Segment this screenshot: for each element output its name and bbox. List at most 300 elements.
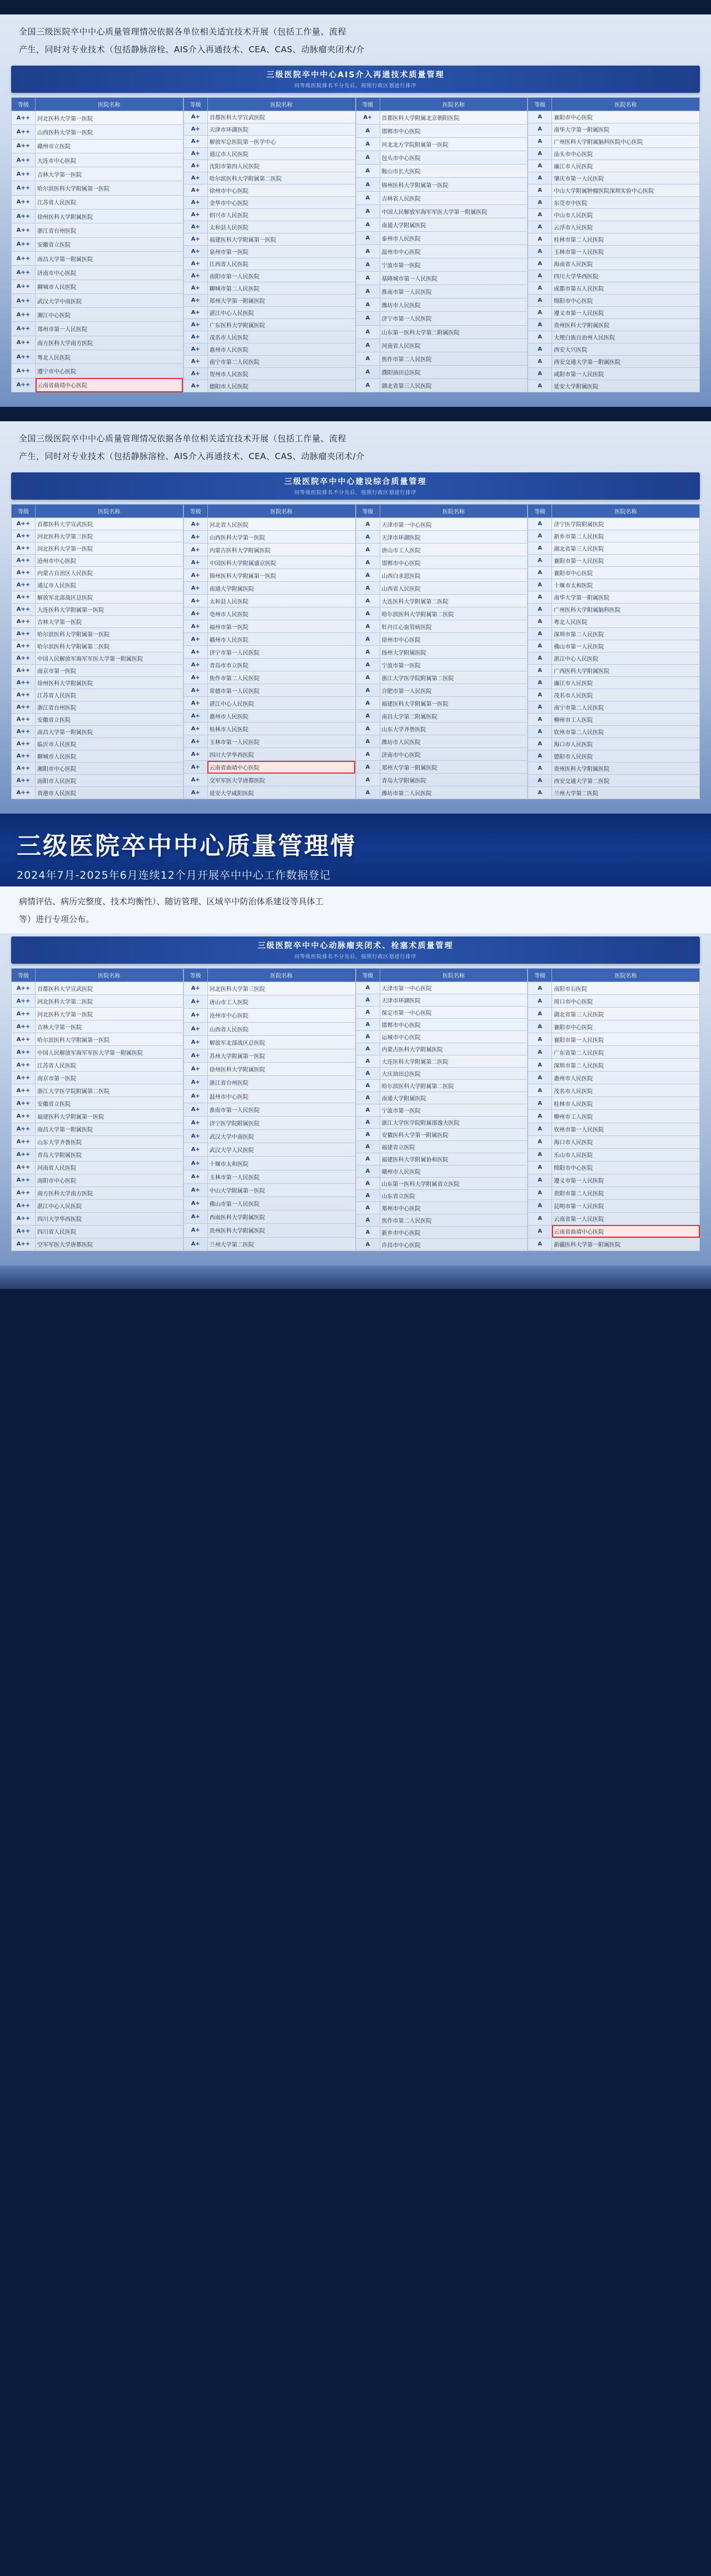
rank-cell: A++ (12, 1008, 36, 1020)
table-row (528, 172, 700, 185)
table-row (528, 356, 700, 368)
rank-cell: A (356, 569, 380, 582)
hospital-name-cell: 福建医科大学附属第一医院 (36, 1110, 183, 1123)
rank-cell: A (356, 325, 380, 338)
hospital-name-cell: 焦作市第二人民医院 (380, 1214, 528, 1227)
table-row (12, 1020, 183, 1033)
table-row (12, 237, 183, 251)
rank-cell: A (528, 1238, 552, 1250)
rank-cell: A++ (12, 210, 36, 223)
hospital-name-cell: 福建医科大学附属协和医院 (380, 1153, 528, 1165)
rank-cell: A (528, 787, 552, 799)
table-row (528, 136, 700, 148)
hospital-name-cell: 四川大学华西医院 (552, 270, 700, 282)
rank-cell: A (356, 659, 380, 671)
table-row (183, 671, 355, 684)
hospital-name-cell: 金华市中心医院 (207, 197, 355, 209)
table-row (183, 1170, 355, 1183)
rank-cell: A (356, 982, 380, 994)
rank-cell: A++ (12, 701, 36, 714)
rank-cell: A (528, 1110, 552, 1123)
table-row (528, 123, 700, 136)
table-row (12, 1161, 183, 1174)
table-row (356, 1165, 528, 1178)
col-header-name: 医院名称 (552, 98, 700, 111)
hospital-name-cell: 十堰市太和医院 (552, 579, 700, 591)
rank-cell: A+ (183, 735, 207, 748)
rank-cell: A (356, 994, 380, 1007)
rank-cell: A (356, 245, 380, 258)
rank-cell: A+ (183, 748, 207, 761)
table-row (356, 151, 528, 165)
rank-cell: A (528, 518, 552, 530)
table-row (183, 595, 355, 607)
rank-cell: A+ (183, 246, 207, 258)
table-row (12, 628, 183, 640)
rank-cell: A (528, 295, 552, 307)
hospital-name-cell: 海口市人民医院 (552, 738, 700, 750)
rank-cell: A++ (12, 1033, 36, 1046)
col-header-rank: 等级 (183, 98, 207, 111)
table-row (528, 1059, 700, 1072)
rank-cell: A+ (183, 697, 207, 710)
hospital-name-cell: 茂名市人民医院 (552, 1084, 700, 1097)
rank-cell: A++ (12, 763, 36, 775)
table-row (183, 246, 355, 258)
hospital-name-cell: 亳州市人民医院 (207, 607, 355, 620)
table-row (528, 579, 700, 591)
rank-cell: A (356, 1117, 380, 1129)
table-row (12, 111, 183, 125)
rank-cell: A+ (183, 160, 207, 172)
rank-cell: A++ (12, 628, 36, 640)
table-row (183, 774, 355, 786)
col-header-name: 医院名称 (207, 505, 355, 518)
rank-cell: A++ (12, 280, 36, 293)
hospital-name-cell: 首都医科大学宣武医院 (36, 518, 183, 530)
rank-cell: A+ (183, 1157, 207, 1170)
band-title: 三级医院卒中中心AIS介入再通技术质量管理 (266, 71, 445, 79)
hospital-name-cell: 江苏省人民医院 (36, 689, 183, 701)
hospital-name-cell: 福州市第一医院 (207, 620, 355, 633)
table-row (356, 272, 528, 285)
hospital-name-cell: 河北医科大学第一医院 (36, 1008, 183, 1020)
hospital-name-cell: 柳州市工人医院 (552, 1110, 700, 1123)
table-row (356, 774, 528, 786)
hospital-name-cell: 贺州市人民医院 (207, 368, 355, 380)
table-row (183, 1103, 355, 1116)
hospital-table (356, 97, 528, 392)
hospital-name-cell: 江苏省人民医院 (36, 1059, 183, 1072)
hospital-name-cell: 遵宁市中心医院 (36, 364, 183, 378)
hospital-name-cell: 大连医科大学附属第二医院 (380, 595, 528, 607)
table-row (528, 726, 700, 738)
table-row (528, 1110, 700, 1123)
hospital-name-cell: 延安大学咸阳医院 (207, 786, 355, 799)
table-row (183, 710, 355, 723)
table-row (356, 178, 528, 191)
hospital-name-cell: 安徽省立医院 (36, 1097, 183, 1110)
hospital-name-cell: 南通大学附属医院 (380, 218, 528, 231)
hospital-name-cell: 新乡市中心医院 (380, 1227, 528, 1239)
table-row (12, 665, 183, 677)
rank-cell: A+ (183, 1009, 207, 1022)
rank-cell: A (356, 556, 380, 569)
hospital-name-cell: 湛江中心人民医院 (36, 1199, 183, 1212)
rank-cell: A (528, 1084, 552, 1097)
hospital-name-cell: 四川大学华西医院 (36, 1212, 183, 1225)
rank-cell: A+ (183, 671, 207, 684)
hospital-name-cell: 兰州大学第二医院 (207, 1237, 355, 1250)
hospital-name-cell: 延安大学附属医院 (552, 380, 700, 392)
hospital-name-cell: 中山大学附属第一医院 (207, 1183, 355, 1197)
hospital-name-cell: 潍坊市人民医院 (380, 735, 528, 748)
rank-cell: A+ (183, 1076, 207, 1089)
hospital-name-cell: 福建医科大学附属第一医院 (207, 233, 355, 246)
table-row (12, 1123, 183, 1135)
rank-cell: A++ (12, 689, 36, 701)
table-row (183, 659, 355, 671)
hospital-name-cell: 天津市环湖医院 (380, 531, 528, 544)
hospital-name-cell: 襄阳市中心医院 (552, 1020, 700, 1033)
rank-cell: A++ (12, 1072, 36, 1084)
rank-cell: A (356, 124, 380, 138)
col-header-rank: 等级 (356, 98, 380, 111)
hospital-name-cell: 赣州市立医院 (36, 139, 183, 153)
hospital-name-cell: 温州市中心医院 (380, 245, 528, 258)
hospital-name-cell: 安徽省立医院 (36, 237, 183, 251)
table-row (183, 735, 355, 748)
table-row (12, 726, 183, 738)
table-row (356, 285, 528, 298)
rank-cell: A+ (183, 761, 207, 774)
table-row (12, 1212, 183, 1225)
hospital-name-cell: 昆明市第一人民医院 (552, 1199, 700, 1212)
rank-cell: A (356, 1055, 380, 1068)
hospital-name-cell: 湛江中心人民医院 (552, 652, 700, 665)
hospital-name-cell: 浙江大学医学院附属第二医院 (380, 671, 528, 684)
rank-cell: A (356, 138, 380, 151)
table-row (12, 555, 183, 567)
rank-cell: A (528, 148, 552, 160)
table-row (356, 684, 528, 697)
table-row (356, 1080, 528, 1092)
table-row (183, 307, 355, 319)
table-row (12, 1199, 183, 1212)
rank-cell: A (356, 620, 380, 633)
rank-cell: A (528, 123, 552, 136)
col-header-name: 医院名称 (380, 969, 528, 982)
table-row (12, 616, 183, 628)
hospital-name-cell: 中国人民解放军海军军医大学第一附属医院 (36, 1046, 183, 1059)
hospital-name-cell: 西安交通大学第二医院 (552, 775, 700, 787)
rank-cell: A (528, 555, 552, 567)
table-row (183, 556, 355, 569)
rank-cell: A (528, 1187, 552, 1199)
rank-cell: A (528, 775, 552, 787)
table-row (183, 1049, 355, 1062)
table-row (356, 659, 528, 671)
band-title: 三级医院卒中中心动脉瘤夹闭术、栓塞术质量管理 (257, 941, 454, 950)
rank-cell: A (528, 616, 552, 628)
table-row (356, 761, 528, 774)
hospital-name-cell: 邯郸市中心医院 (380, 124, 528, 138)
hospital-name-cell: 云南省曲靖中心医院 (36, 378, 183, 392)
hospital-name-cell: 南阳市第一人民医院 (207, 270, 355, 282)
hospital-name-cell: 哈尔滨医科大学附属第一医院 (36, 181, 183, 195)
table-row (183, 185, 355, 197)
hospital-name-cell: 湘江中心医院 (36, 308, 183, 322)
rank-cell: A++ (12, 726, 36, 738)
col-header-name: 医院名称 (380, 505, 528, 518)
hospital-name-cell: 临沂市人民医院 (36, 738, 183, 750)
table-row (183, 620, 355, 633)
hospital-name-cell: 德阳市人民医院 (552, 750, 700, 763)
hospital-name-cell: 周口市中心医院 (552, 995, 700, 1008)
table-row (12, 518, 183, 530)
rank-cell: A+ (183, 356, 207, 368)
rank-cell: A+ (183, 1130, 207, 1143)
hospital-name-cell: 深圳市第二人民医院 (552, 628, 700, 640)
hospital-name-cell: 哈尔滨医科大学附属第二医院 (36, 640, 183, 652)
table-row (12, 1046, 183, 1059)
rank-cell: A+ (183, 380, 207, 392)
hospital-name-cell: 大连市中心医院 (36, 153, 183, 167)
table-row (356, 671, 528, 684)
table-row (356, 378, 528, 392)
table-row (356, 582, 528, 595)
rank-cell: A (528, 258, 552, 270)
hospital-name-cell: 桂林市第二人民医院 (552, 233, 700, 246)
rank-cell: A (356, 1129, 380, 1141)
table-row (183, 748, 355, 761)
rank-cell: A++ (12, 567, 36, 579)
rank-cell: A (356, 1178, 380, 1190)
hospital-name-cell: 徐州市中心医院 (380, 633, 528, 646)
table-row (12, 775, 183, 787)
hospital-name-cell: 许昌市中心医院 (380, 1239, 528, 1251)
hospital-table (528, 97, 700, 392)
table-row (356, 1117, 528, 1129)
hospital-name-cell: 云南省曲靖中心医院 (552, 1225, 700, 1238)
hospital-name-cell: 桂林市人民医院 (207, 723, 355, 735)
table-row (528, 665, 700, 677)
table-row (183, 761, 355, 774)
hospital-name-cell: 淮南市第一人民医院 (380, 285, 528, 298)
table-row (356, 165, 528, 178)
table-row (528, 1199, 700, 1212)
table-row (12, 364, 183, 378)
table-row (356, 1178, 528, 1190)
rank-cell: A+ (183, 233, 207, 246)
hospital-name-cell: 济南市中心医院 (380, 748, 528, 761)
rank-cell: A (528, 763, 552, 775)
table-row (12, 995, 183, 1008)
rank-cell: A (356, 1141, 380, 1153)
rank-cell: A (356, 191, 380, 205)
table-row (183, 331, 355, 343)
section-ais-band (11, 66, 700, 93)
table-row (183, 343, 355, 356)
rank-cell: A (356, 697, 380, 710)
table-row (183, 136, 355, 148)
hospital-name-cell: 大庆油田总医院 (380, 1068, 528, 1080)
rank-cell: A++ (12, 139, 36, 153)
table-row (356, 138, 528, 151)
table-row (12, 195, 183, 209)
table-row (528, 282, 700, 295)
hospital-name-cell: 济宁医学院附属医院 (207, 1116, 355, 1129)
hospital-name-cell: 福建省立医院 (380, 1141, 528, 1153)
table-row (183, 684, 355, 697)
rank-cell: A++ (12, 677, 36, 689)
rank-cell: A++ (12, 378, 36, 392)
table-row (183, 1063, 355, 1076)
hospital-name-cell: 郑州市第一人民医院 (36, 322, 183, 336)
table-row (12, 982, 183, 995)
hospital-name-cell: 南方医科大学南方医院 (36, 1187, 183, 1199)
rank-cell: A (528, 628, 552, 640)
rank-cell: A+ (183, 270, 207, 282)
table-row (528, 567, 700, 579)
hospital-name-cell: 哈尔滨医科大学附属第二医院 (380, 607, 528, 620)
hospital-name-cell: 贵州医科大学附属医院 (207, 1224, 355, 1237)
rank-cell: A (528, 701, 552, 714)
table-row (356, 1092, 528, 1104)
rank-cell: A++ (12, 604, 36, 616)
table-row (528, 555, 700, 567)
rank-cell: A (528, 677, 552, 689)
hospital-name-cell: 中山大学附属肿瘤医院深圳实验中心医院 (552, 185, 700, 197)
table-row (356, 1141, 528, 1153)
rank-cell: A (528, 738, 552, 750)
table-row (183, 123, 355, 136)
intro-line-1: 病情评估、病历完整度、技术均衡性）、随访管理、区域卒中防治体系建设等具体工 (19, 896, 324, 906)
hospital-name-cell: 牡丹江心血管病医院 (380, 620, 528, 633)
rank-cell: A (528, 111, 552, 123)
hospital-name-cell: 南通大学附属医院 (207, 582, 355, 595)
hospital-name-cell: 宁波市第一医院 (380, 258, 528, 272)
table-row (183, 1009, 355, 1022)
table-row (183, 111, 355, 123)
table-row (12, 579, 183, 591)
rank-cell: A (356, 218, 380, 231)
hospital-name-cell: 绍兴市人民医院 (207, 209, 355, 221)
hospital-name-cell: 绵阳市中心医院 (552, 1161, 700, 1174)
rank-cell: A++ (12, 322, 36, 336)
hospital-name-cell: 浙江省台州医院 (207, 1076, 355, 1089)
rank-cell: A+ (183, 1143, 207, 1157)
rank-cell: A+ (183, 607, 207, 620)
rank-cell: A+ (183, 368, 207, 380)
table-row (528, 542, 700, 555)
table-row (12, 530, 183, 542)
section-build-band (11, 472, 700, 500)
table-row (183, 295, 355, 307)
table-row (12, 714, 183, 726)
hospital-name-cell: 锦州医科大学附属第一医院 (207, 569, 355, 582)
rank-cell: A++ (12, 364, 36, 378)
table-row (528, 616, 700, 628)
hospital-name-cell: 解放军北部战区总医院 (207, 1035, 355, 1049)
table-row (528, 750, 700, 763)
mid-spacer-1 (0, 407, 711, 421)
rank-cell: A++ (12, 1110, 36, 1123)
rank-cell: A++ (12, 616, 36, 628)
table-row (528, 1225, 700, 1238)
table-row (12, 689, 183, 701)
table-row (183, 786, 355, 799)
hospital-name-cell: 贵州医科大学附属医院 (552, 763, 700, 775)
rank-cell: A+ (183, 123, 207, 136)
table-row (528, 714, 700, 726)
table-row (528, 1187, 700, 1199)
rank-cell: A++ (12, 1238, 36, 1250)
rank-cell: A (356, 1092, 380, 1104)
rank-cell: A+ (183, 569, 207, 582)
section-ais-intro (0, 14, 711, 62)
rank-cell: A (356, 151, 380, 165)
table-row (183, 1210, 355, 1224)
col-header-name: 医院名称 (207, 98, 355, 111)
table-row (183, 1076, 355, 1089)
rank-cell: A+ (183, 633, 207, 646)
table-row (183, 1237, 355, 1250)
table-row (528, 1148, 700, 1161)
hospital-name-cell: 茂名市人民医院 (207, 331, 355, 343)
rank-cell: A (356, 595, 380, 607)
rank-cell: A+ (183, 646, 207, 659)
hospital-name-cell: 山东第一医科大学第二附属医院 (380, 325, 528, 338)
hospital-name-cell: 玉林市第一人民医院 (207, 735, 355, 748)
table-row (183, 1143, 355, 1157)
section-aneurysm-tables (11, 968, 700, 1251)
intro-line-1: 全国三级医院卒中中心质量管理情况依据各单位相关适宜技术开展（包括工作量、流程 (19, 27, 347, 37)
rank-cell: A (356, 272, 380, 285)
section-ais-tables (11, 97, 700, 392)
table-row (183, 607, 355, 620)
hospital-name-cell: 沧州市中心医院 (36, 555, 183, 567)
hospital-table (183, 504, 356, 799)
table-row (356, 191, 528, 205)
hospital-name-cell: 南阳市石医院 (552, 982, 700, 995)
table-row (356, 245, 528, 258)
rank-cell: A+ (183, 1224, 207, 1237)
hospital-name-cell: 东莞市中医院 (552, 197, 700, 209)
hospital-name-cell: 遵义市第一人民医院 (552, 307, 700, 319)
rank-cell: A++ (12, 1225, 36, 1238)
hospital-name-cell: 武汉大学人民医院 (207, 1143, 355, 1157)
rank-cell: A (528, 172, 552, 185)
table-row (356, 1153, 528, 1165)
rank-cell: A (356, 671, 380, 684)
hospital-table (183, 968, 356, 1251)
intro-line-2: 等）进行专项公布。 (19, 914, 95, 924)
hospital-name-cell: 湖北省第三人民医院 (380, 378, 528, 392)
col-header-rank: 等级 (183, 969, 207, 982)
hospital-name-cell: 济南市中心医院 (36, 266, 183, 280)
hospital-name-cell: 南阳市人民医院 (36, 775, 183, 787)
rank-cell: A++ (12, 640, 36, 652)
rank-cell: A (528, 1046, 552, 1059)
hospital-name-cell: 山西白求恩医院 (380, 569, 528, 582)
hospital-name-cell: 西安交通大学第一附属医院 (552, 356, 700, 368)
hospital-name-cell: 沧州市中心医院 (207, 1009, 355, 1022)
hospital-name-cell: 宁波市第一医院 (380, 1104, 528, 1117)
rank-cell: A (356, 1043, 380, 1055)
hospital-name-cell: 宁波市第一医院 (380, 659, 528, 671)
table-row (528, 233, 700, 246)
